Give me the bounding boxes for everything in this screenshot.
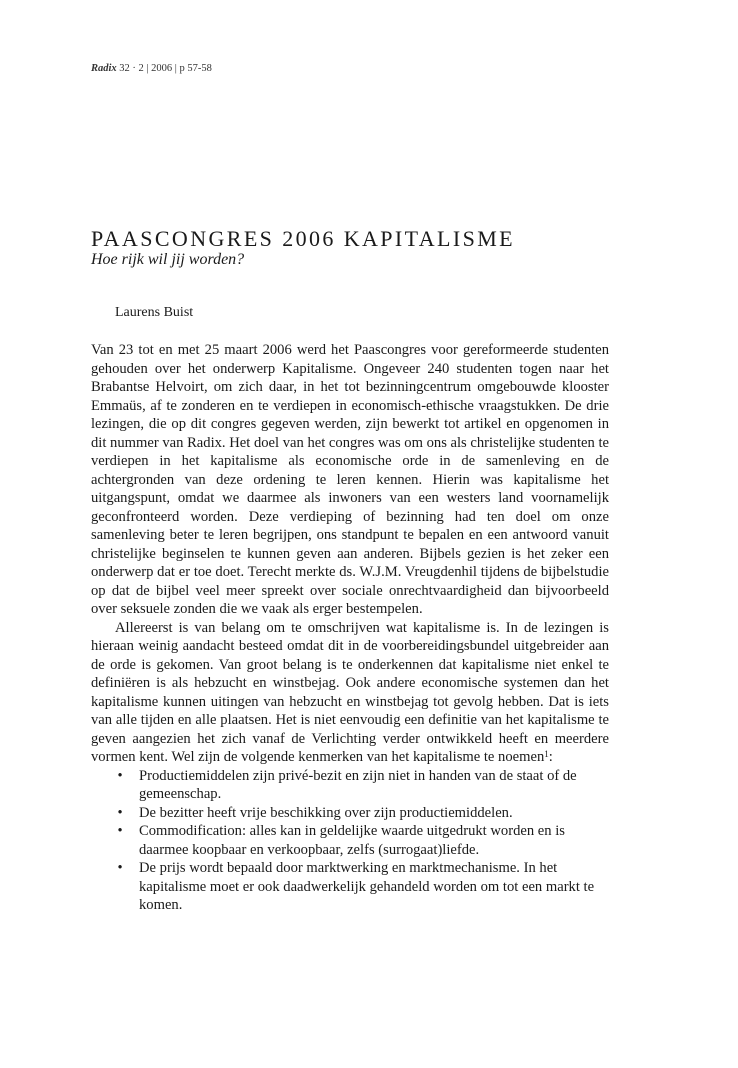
- running-head: [91, 63, 212, 74]
- list-item: [91, 767, 609, 804]
- bullet-icon: •: [117, 767, 123, 784]
- list-item-text: De bezitter heeft vrije beschikking over zijn productiemiddelen.: [139, 804, 513, 821]
- journal-name: Radix: [91, 63, 117, 74]
- characteristics-list: [91, 767, 609, 915]
- bullet-icon: •: [117, 823, 123, 839]
- article-title: PAASCONGRES 2006 KAPITALISME: [91, 226, 516, 251]
- citation: 32 · 2 | 2006 | p 57-58: [119, 63, 212, 74]
- list-item: [91, 822, 609, 859]
- author-name: Laurens Buist: [115, 305, 194, 320]
- list-item-text: Productiemiddelen zijn privé-bezit en zijn niet in handen van de staat of de gemeenschap.: [139, 767, 577, 802]
- paragraph-intro: Van 23 tot en met 25 maart 2006 werd het Paascongres voor gereformeerde studenten gehouden over het onderwerp Kapitalisme. Ongeveer 240 studenten togen naar het Brabantse Helvoirt, om zich daar, in het tot bezinningcentrum omgebouwde klooster Emmaüs, af te zonderen en te verdiepen in economisch-ethische vraagstukken. De drie lezingen, die op dit congres gegeven werden, zijn bewerkt tot artikel en opgenomen in dit nummer van Radix. Het doel van het congres was om ons als christelijke studenten te verdiepen in het kapitalisme als economische orde in de samenleving en de achtergronden van deze ordening te leren kennen. Hierin was kapitalisme het uitgangspunt, omdat we daarmee als inwoners van een westers land voornamelijk geconfronteerd worden. Deze verdieping of bezinning had ten doel om onze samenleving beter te leren begrijpen, ons standpunt te bepalen en een antwoord vanuit christelijke beginselen te kunnen geven aan anderen. Bijbels gezien is het zeker een onderwerp dat er toe doet. Terecht merkte ds. W.J.M. Vreugdenhil tijdens de bijbelstudie op dat de bijbel veel meer spreekt over sociale onrechtvaardigheid dan bijvoorbeeld over seksuele zonden die we vaak als erger bestempelen.: [91, 342, 609, 617]
- list-item-text: De prijs wordt bepaald door marktwerking en marktmechanisme. In het kapitalisme moet er ook daadwerkelijk gehandeld worden om tot een markt te komen.: [139, 860, 595, 913]
- paragraph-definition: [91, 619, 609, 767]
- list-item: [91, 804, 609, 823]
- bullet-icon: •: [117, 804, 123, 821]
- paragraph-definition-suffix: :: [548, 749, 553, 765]
- bullet-icon: •: [117, 860, 123, 876]
- article-subtitle: Hoe rijk wil jij worden?: [91, 251, 245, 268]
- list-item: [91, 859, 609, 915]
- paragraph-definition-text: Allereerst is van belang om te omschrijven wat kapitalisme is. In de lezingen is hieraan weinig aandacht besteed omdat dit in de voorbereidingsbundel uitgebreider aan de orde is gekomen. Van groot belang is te onderkennen dat kapitalisme niet enkel te definiëren is als hebzucht en winstbejag. Ook andere economische systemen dan het kapitalisme kunnen uitingen van hebzucht en winstbejag tot gevolg hebben. Dat is iets van alle tijden en alle plaatsen. Het is niet eenvoudig een definitie van het kapitalisme te geven aangezien het zich vanaf de Verlichting verder ontwikkeld heeft en meerdere vormen kent. Wel zijn de volgende kenmerken van het kapitalisme te noemen: [91, 619, 609, 765]
- footnote-mark[interactable]: 1: [544, 749, 549, 759]
- article-body: [91, 341, 609, 915]
- list-item-text: Commodification: alles kan in geldelijke waarde uitgedrukt worden en is daarmee koopbaar en verkoopbaar, zelfs (surrogaat)liefde.: [139, 823, 565, 858]
